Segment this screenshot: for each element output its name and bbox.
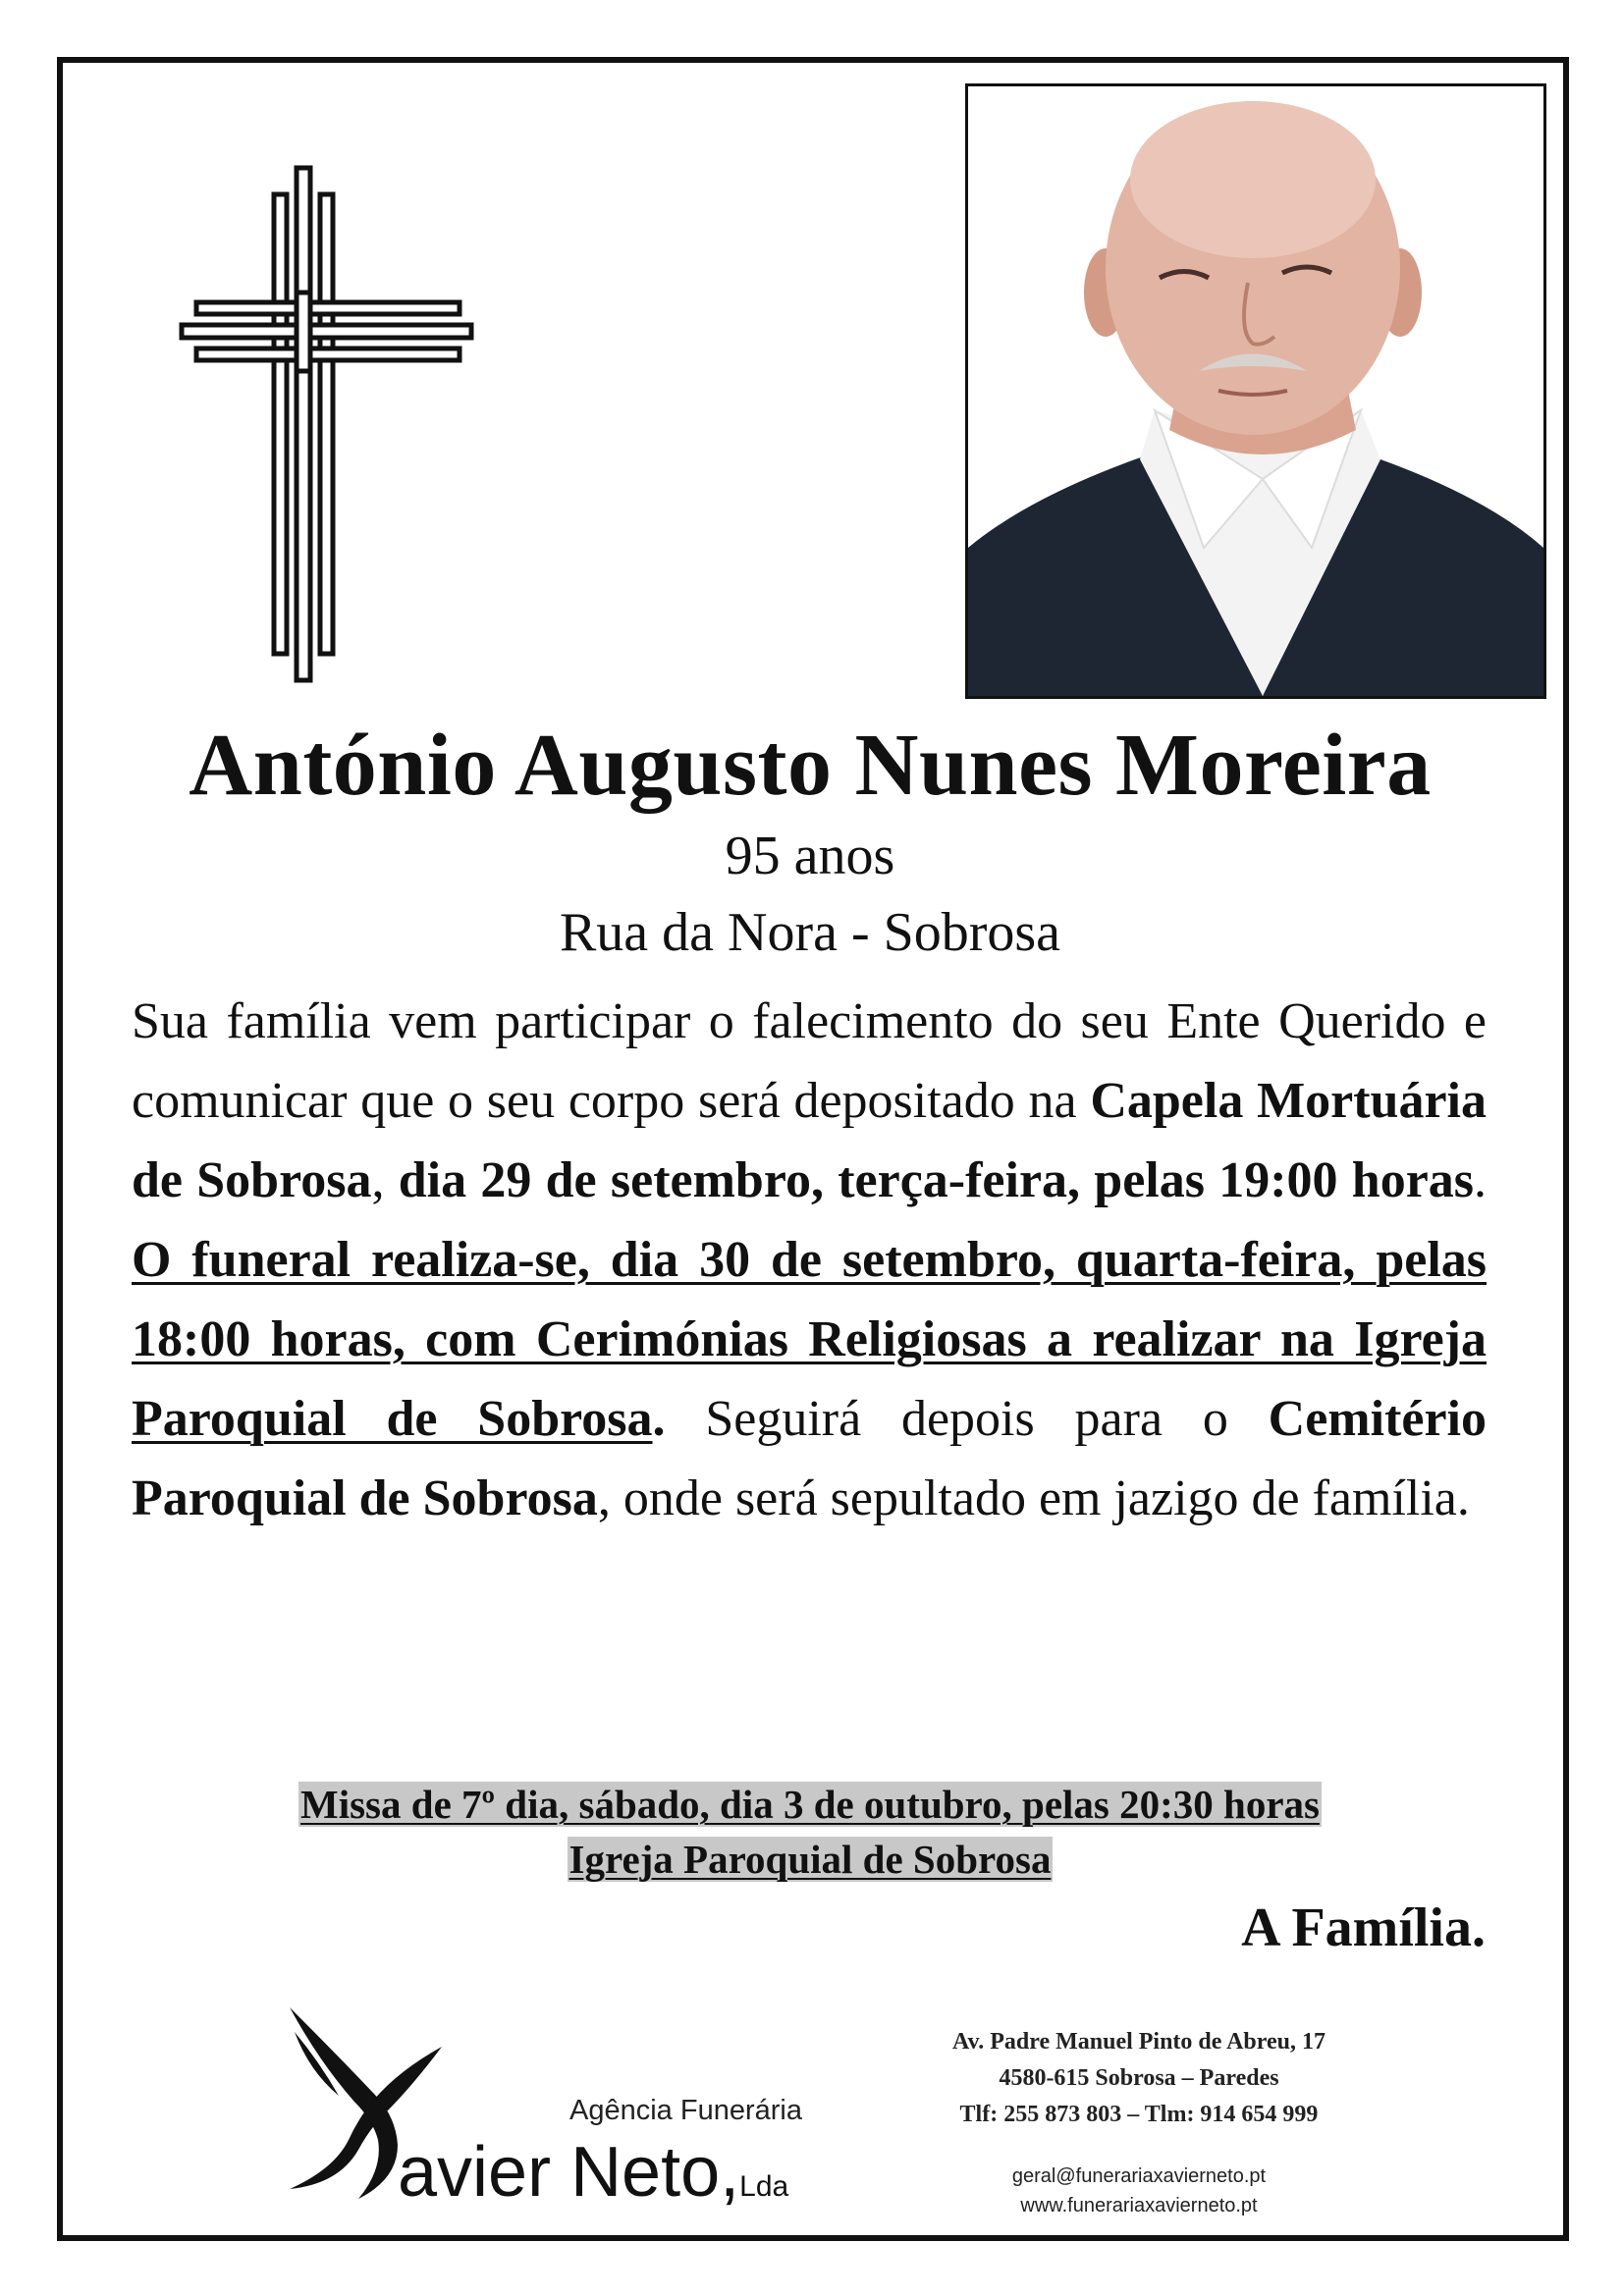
text-part: . <box>1474 1152 1488 1208</box>
chapel-location: Capela Mortuária de Sobrosa <box>132 1073 1488 1208</box>
agency-web <box>884 2162 1394 2220</box>
agency-name <box>398 2132 788 2213</box>
text-part: , onde será sepultado em jazigo de família. <box>597 1470 1470 1526</box>
portrait-photo <box>965 83 1546 699</box>
agency-phones: Tlf: 255 873 803 – Tlm: 914 654 999 <box>959 2102 1319 2127</box>
wake-datetime: dia 29 de setembro, terça-feira, pelas 19:00 horas <box>398 1152 1475 1208</box>
agency-address-line2: 4580-615 Sobrosa – Paredes <box>999 2065 1279 2091</box>
cross-icon <box>177 165 481 690</box>
text-part: . <box>652 1391 666 1447</box>
agency-contact <box>884 2024 1394 2133</box>
agency-email[interactable]: geral@funerariaxavierneto.pt <box>1011 2165 1267 2187</box>
mass-line-1: Missa de 7º dia, sábado, dia 3 de outubro, pelas 20:30 horas <box>300 1782 1320 1827</box>
text-part: Seguirá depois para o <box>665 1391 1269 1447</box>
agency-subtitle: Agência Funerária <box>569 2095 802 2126</box>
agency-website[interactable]: www.funerariaxavierneto.pt <box>1020 2195 1258 2216</box>
signoff: A Família. <box>1241 1897 1486 1958</box>
cemetery-location: Cemitério Paroquial de Sobrosa <box>132 1391 1487 1526</box>
deceased-address: Rua da Nora - Sobrosa <box>559 902 1061 963</box>
agency-name-text: avier Neto, <box>398 2133 740 2212</box>
mass-line-2: Igreja Paroquial de Sobrosa <box>568 1837 1052 1882</box>
text-part: , <box>371 1152 399 1208</box>
funeral-details: O funeral realiza-se, dia 30 de setembro, quarta-feira, pelas 18:00 horas, com Cerimónias Religiosas a realizar na Igreja Paroquial de Sobrosa <box>132 1232 1487 1447</box>
announcement-text <box>132 982 1487 1538</box>
agency-suffix: Lda <box>739 2170 789 2203</box>
mass-notice <box>59 1777 1561 1887</box>
deceased-age: 95 anos <box>725 826 895 886</box>
agency-address-line1: Av. Padre Manuel Pinto de Abreu, 17 <box>951 2029 1325 2055</box>
text-part: Sua família vem participar o falecimento do seu Ente Querido e comunicar que o seu corpo será depositado na <box>132 993 1487 1129</box>
deceased-name: António Augusto Nunes Moreira <box>189 717 1432 814</box>
